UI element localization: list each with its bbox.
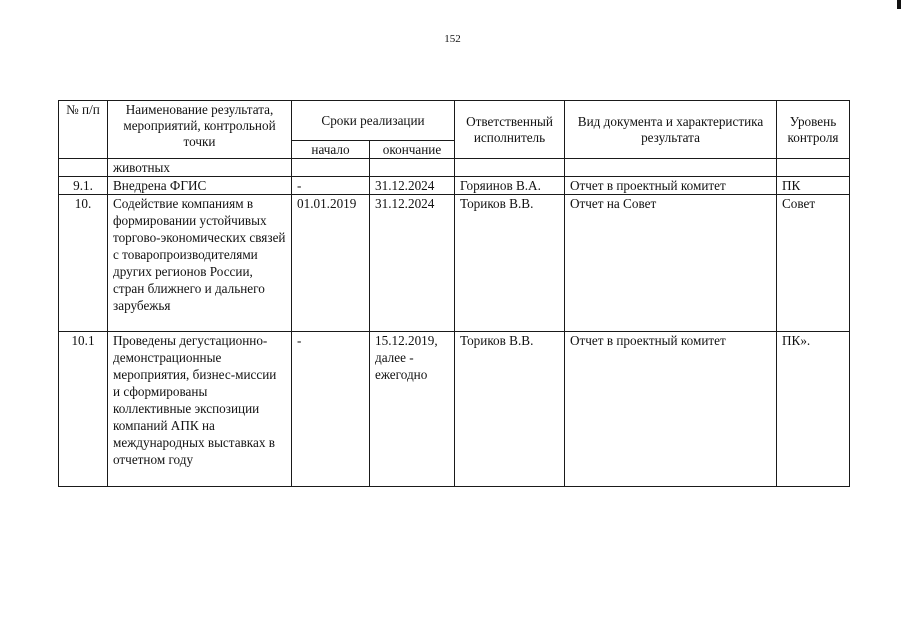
results-table (58, 100, 850, 487)
header-end: окончание (370, 141, 455, 159)
header-num: № п/п (59, 101, 108, 159)
table-body (59, 159, 850, 487)
scan-edge-mark (897, 0, 901, 9)
table-row (59, 195, 850, 332)
row-name: Внедрена ФГИС (108, 177, 292, 195)
row-responsible (455, 159, 565, 177)
row-responsible: Горяинов В.А. (455, 177, 565, 195)
row-level (777, 159, 850, 177)
row-num (59, 159, 108, 177)
row-num: 9.1. (59, 177, 108, 195)
row-doc: Отчет на Совет (565, 195, 777, 332)
row-start (292, 159, 370, 177)
row-end: 15.12.2019, далее - ежегодно (370, 332, 455, 487)
row-end: 31.12.2024 (370, 195, 455, 332)
row-level: ПК (777, 177, 850, 195)
row-name: животных (108, 159, 292, 177)
row-start: - (292, 177, 370, 195)
row-level: ПК». (777, 332, 850, 487)
row-num: 10. (59, 195, 108, 332)
table-row (59, 177, 850, 195)
table-row (59, 159, 850, 177)
row-start: - (292, 332, 370, 487)
row-end (370, 159, 455, 177)
page-number: 152 (444, 33, 461, 45)
row-doc (565, 159, 777, 177)
table-row (59, 332, 850, 487)
header-start: начало (292, 141, 370, 159)
row-name: Проведены дегустационно-демонстрационные мероприятия, бизнес-миссии и сформированы коллективные экспозиции компаний АПК на международных выставках в отчетном году (108, 332, 292, 487)
row-responsible: Ториков В.В. (455, 332, 565, 487)
row-num: 10.1 (59, 332, 108, 487)
table-header (59, 101, 850, 159)
row-end: 31.12.2024 (370, 177, 455, 195)
row-doc: Отчет в проектный комитет (565, 177, 777, 195)
row-responsible: Ториков В.В. (455, 195, 565, 332)
header-level: Уровень контроля (777, 101, 850, 159)
row-start: 01.01.2019 (292, 195, 370, 332)
header-responsible: Ответственный исполнитель (455, 101, 565, 159)
row-doc: Отчет в проектный комитет (565, 332, 777, 487)
header-name: Наименование результата, мероприятий, контрольной точки (108, 101, 292, 159)
row-level: Совет (777, 195, 850, 332)
header-doc: Вид документа и характеристика результата (565, 101, 777, 159)
row-name: Содействие компаниям в формировании устойчивых торгово-экономических связей с товаропроизводителями других регионов России, стран ближнего и дальнего зарубежья (108, 195, 292, 332)
header-terms: Сроки реализации (292, 101, 455, 141)
